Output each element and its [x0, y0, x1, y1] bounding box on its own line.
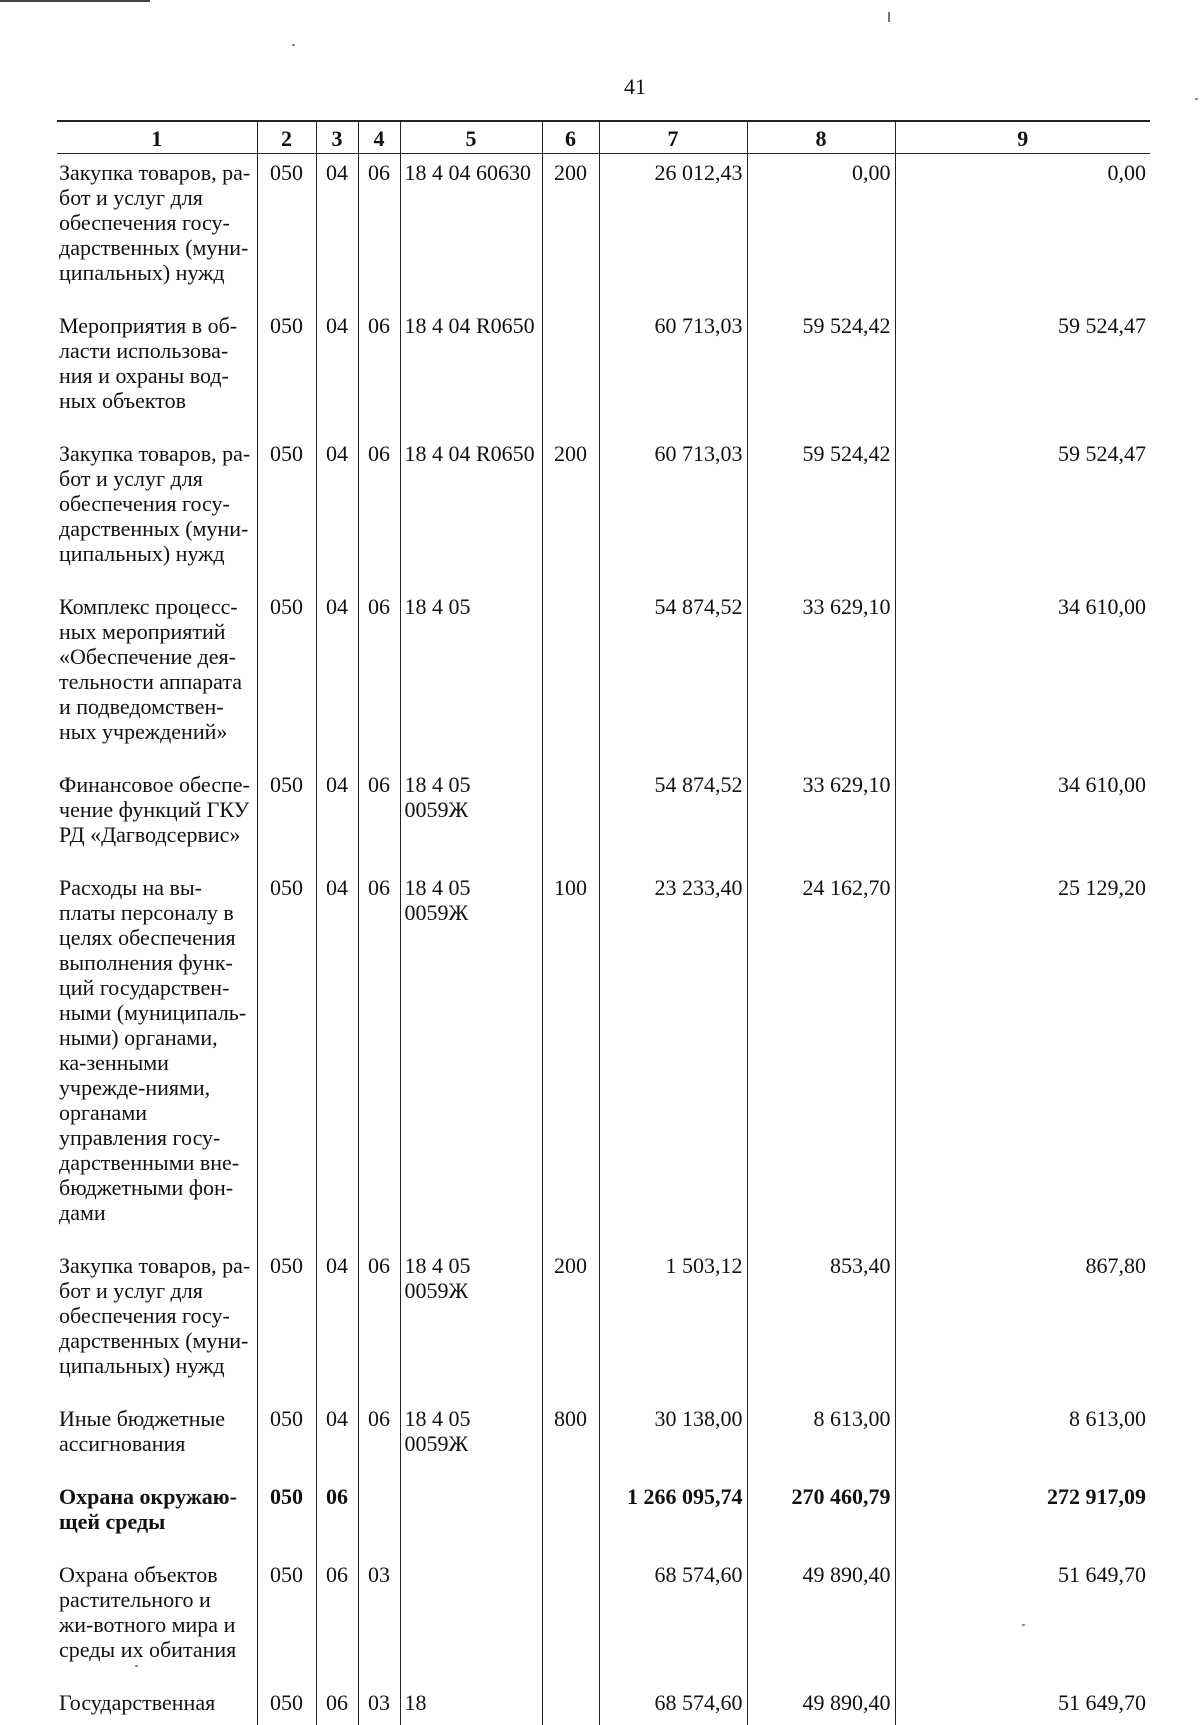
row-amount-col7: 26 012,43 [599, 154, 747, 308]
header-col-3: 3 [316, 121, 358, 154]
row-ministry-code: 050 [257, 435, 316, 588]
row-ministry-code: 050 [257, 1247, 316, 1400]
row-amount-col7: 60 713,03 [599, 307, 747, 435]
row-expense-type [542, 1684, 599, 1725]
row-name: Охрана объектов растительного и жи-вотного мира и среды их обитания [59, 1562, 237, 1662]
row-name: Финансовое обеспе-чение функций ГКУ РД «Дагводсервис» [59, 772, 250, 847]
row-ministry-code: 050 [257, 307, 316, 435]
header-col-2: 2 [257, 121, 316, 154]
row-target-code: 18 4 05 0059Ж [400, 1400, 542, 1478]
row-amount-col9: 34 610,00 [895, 766, 1150, 869]
row-amount-col7: 68 574,60 [599, 1684, 747, 1725]
row-name: Иные бюджетные ассигнования [59, 1406, 226, 1456]
row-name: Государственная [59, 1690, 216, 1715]
row-amount-col7: 68 574,60 [599, 1556, 747, 1684]
table-row-section-total [57, 1478, 1150, 1556]
header-col-1: 1 [57, 121, 257, 154]
row-ministry-code: 050 [257, 588, 316, 766]
row-expense-type: 200 [542, 435, 599, 588]
table-row [57, 1684, 1150, 1725]
row-amount-col8: 59 524,42 [747, 435, 895, 588]
row-subsection-code: 03 [358, 1684, 400, 1725]
row-subsection-code: 06 [358, 1400, 400, 1478]
scan-speck [1195, 98, 1198, 100]
row-expense-type [542, 1478, 599, 1556]
row-amount-col8: 59 524,42 [747, 307, 895, 435]
row-target-code: 18 4 05 0059Ж [400, 1247, 542, 1400]
row-target-code: 18 4 05 0059Ж [400, 766, 542, 869]
row-amount-col7: 54 874,52 [599, 766, 747, 869]
table-row [57, 588, 1150, 766]
scan-speck [135, 1665, 138, 1667]
scan-edge-mark [0, 0, 150, 2]
row-section-code: 04 [316, 869, 358, 1247]
table-row [57, 1247, 1150, 1400]
row-amount-col9: 867,80 [895, 1247, 1150, 1400]
scan-speck [292, 44, 295, 46]
row-ministry-code: 050 [257, 154, 316, 308]
row-expense-type: 200 [542, 1247, 599, 1400]
row-subsection-code: 06 [358, 154, 400, 308]
row-ministry-code: 050 [257, 766, 316, 869]
row-subsection-code: 06 [358, 588, 400, 766]
row-amount-col8: 49 890,40 [747, 1556, 895, 1684]
row-amount-col8: 8 613,00 [747, 1400, 895, 1478]
row-amount-col9: 34 610,00 [895, 588, 1150, 766]
header-col-7: 7 [599, 121, 747, 154]
row-expense-type [542, 588, 599, 766]
row-amount-col8: 49 890,40 [747, 1684, 895, 1725]
row-ministry-code: 050 [257, 1684, 316, 1725]
row-name: Закупка товаров, ра-бот и услуг для обеспечения госу-дарственных (муни-ципальных) нужд [59, 1253, 251, 1378]
page-number: 41 [624, 74, 646, 99]
scan-speck [1022, 1624, 1025, 1626]
row-section-code: 04 [316, 435, 358, 588]
row-target-code: 18 4 04 R0650 [400, 435, 542, 588]
row-amount-col9: 8 613,00 [895, 1400, 1150, 1478]
budget-table [57, 120, 1150, 1725]
table-row [57, 1556, 1150, 1684]
row-amount-col8: 33 629,10 [747, 766, 895, 869]
row-amount-col7: 30 138,00 [599, 1400, 747, 1478]
row-ministry-code: 050 [257, 1478, 316, 1556]
row-target-code [400, 1556, 542, 1684]
row-amount-col8: 270 460,79 [747, 1478, 895, 1556]
row-subsection-code: 06 [358, 766, 400, 869]
table-row [57, 307, 1150, 435]
row-section-code: 04 [316, 307, 358, 435]
row-expense-type: 800 [542, 1400, 599, 1478]
row-subsection-code: 03 [358, 1556, 400, 1684]
row-amount-col9: 272 917,09 [895, 1478, 1150, 1556]
row-section-code: 06 [316, 1478, 358, 1556]
row-amount-col7: 60 713,03 [599, 435, 747, 588]
header-col-5: 5 [400, 121, 542, 154]
row-amount-col9: 51 649,70 [895, 1556, 1150, 1684]
row-target-code: 18 4 04 60630 [400, 154, 542, 308]
row-amount-col8: 853,40 [747, 1247, 895, 1400]
row-name: Комплекс процесс-ных мероприятий «Обеспечение дея-тельности аппарата и подведомствен-ных учреждений» [59, 594, 242, 744]
row-subsection-code: 06 [358, 869, 400, 1247]
row-target-code [400, 1478, 542, 1556]
row-subsection-code [358, 1478, 400, 1556]
row-name: Закупка товаров, ра-бот и услуг для обеспечения госу-дарственных (муни-ципальных) нужд [59, 160, 251, 285]
table-row [57, 869, 1150, 1247]
row-amount-col8: 0,00 [747, 154, 895, 308]
row-section-code: 04 [316, 766, 358, 869]
row-amount-col9: 25 129,20 [895, 869, 1150, 1247]
row-amount-col7: 1 266 095,74 [599, 1478, 747, 1556]
row-expense-type [542, 307, 599, 435]
table-row [57, 435, 1150, 588]
row-subsection-code: 06 [358, 435, 400, 588]
row-name: Мероприятия в об-ласти использова-ния и охраны вод-ных объектов [59, 313, 238, 413]
row-amount-col9: 51 649,70 [895, 1684, 1150, 1725]
row-section-code: 04 [316, 154, 358, 308]
row-subsection-code: 06 [358, 1247, 400, 1400]
table-row [57, 1400, 1150, 1478]
row-target-code: 18 4 05 [400, 588, 542, 766]
row-amount-col9: 59 524,47 [895, 307, 1150, 435]
row-ministry-code: 050 [257, 1400, 316, 1478]
row-amount-col9: 59 524,47 [895, 435, 1150, 588]
header-col-4: 4 [358, 121, 400, 154]
row-section-code: 04 [316, 1247, 358, 1400]
row-name: Расходы на вы-платы персоналу в целях обеспечения выполнения функ-ций государствен-ными (муниципаль-ными) органами, ка-зенными учрежде-ниями, органами управления госу-дарственными вне-бюджетными фон-дами [59, 875, 247, 1225]
row-amount-col7: 1 503,12 [599, 1247, 747, 1400]
row-target-code: 18 4 04 R0650 [400, 307, 542, 435]
table-row [57, 154, 1150, 308]
header-row [57, 121, 1150, 154]
row-section-code: 06 [316, 1556, 358, 1684]
row-section-code: 04 [316, 1400, 358, 1478]
row-amount-col8: 33 629,10 [747, 588, 895, 766]
row-amount-col7: 54 874,52 [599, 588, 747, 766]
row-amount-col8: 24 162,70 [747, 869, 895, 1247]
row-target-code: 18 4 05 0059Ж [400, 869, 542, 1247]
row-expense-type: 100 [542, 869, 599, 1247]
row-expense-type [542, 1556, 599, 1684]
row-expense-type: 200 [542, 154, 599, 308]
row-expense-type [542, 766, 599, 869]
row-amount-col7: 23 233,40 [599, 869, 747, 1247]
row-section-code: 04 [316, 588, 358, 766]
row-amount-col9: 0,00 [895, 154, 1150, 308]
row-target-code: 18 [400, 1684, 542, 1725]
row-ministry-code: 050 [257, 1556, 316, 1684]
scan-speck [888, 12, 890, 22]
row-subsection-code: 06 [358, 307, 400, 435]
header-col-6: 6 [542, 121, 599, 154]
table-row [57, 766, 1150, 869]
header-col-8: 8 [747, 121, 895, 154]
header-col-9: 9 [895, 121, 1150, 154]
row-ministry-code: 050 [257, 869, 316, 1247]
row-name: Закупка товаров, ра-бот и услуг для обеспечения госу-дарственных (муни-ципальных) нужд [59, 441, 251, 566]
row-section-code: 06 [316, 1684, 358, 1725]
row-name: Охрана окружаю-щей среды [59, 1484, 237, 1534]
